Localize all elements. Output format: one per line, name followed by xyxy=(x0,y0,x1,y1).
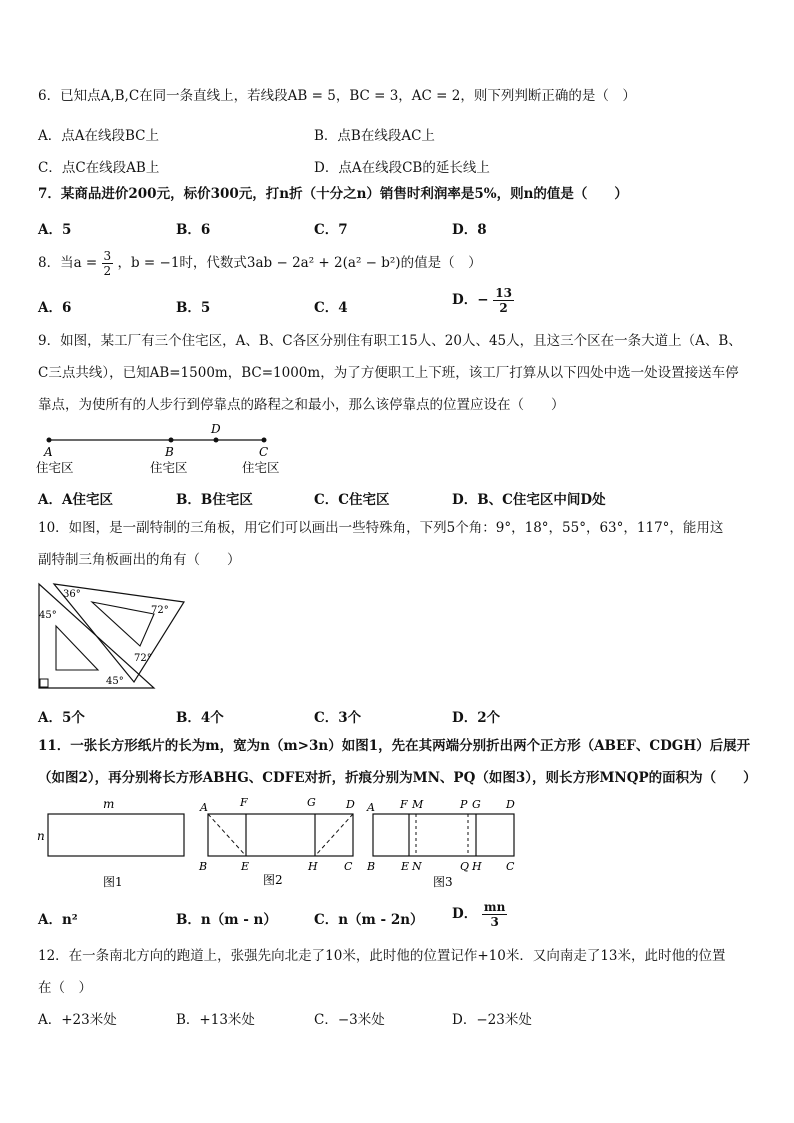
q10-triangle-inner xyxy=(92,602,154,646)
q11-optd-den: 3 xyxy=(490,915,499,929)
q9-option-a[interactable]: A．A住宅区 xyxy=(38,492,113,508)
q11-fig3-b: B xyxy=(367,860,376,873)
q11-fig3-g: G xyxy=(472,798,481,811)
q11-line1: 11．一张长方形纸片的长为m，宽为n（m>3n）如图1，先在其两端分别折出两个正方形（ABEF、CDGH）后展开 xyxy=(38,738,751,754)
q9-label-b: B xyxy=(165,445,174,459)
question-9-stem xyxy=(38,325,756,421)
q7-option-d[interactable]: D．8 xyxy=(452,222,487,238)
q6-option-a[interactable]: A．点A在线段BC上 xyxy=(38,128,159,144)
q7-option-a[interactable]: A．5 xyxy=(38,222,72,238)
q10-angle-36: 36° xyxy=(63,589,81,600)
q9-label-d: D xyxy=(211,422,221,436)
question-10-stem xyxy=(38,512,756,576)
q11-fig2-c: C xyxy=(344,860,353,873)
q7-option-c[interactable]: C．7 xyxy=(314,222,348,238)
q11-fig3-rect xyxy=(373,814,514,856)
q11-fig3-q: Q xyxy=(460,860,470,873)
q8-frac-num: 3 xyxy=(103,249,112,263)
q9-area-label-a: 住宅区 xyxy=(36,460,74,475)
q11-fig2-b: B xyxy=(199,860,208,873)
q10-angle-72-top: 72° xyxy=(151,605,169,616)
q10-line1: 10．如图，是一副特制的三角板，用它们可以画出一些特殊角，下列5个角：9°，18°，55°，63°，117°，能用这 xyxy=(38,520,724,536)
q11-fig3-caption: 图3 xyxy=(433,875,453,889)
q11-option-a[interactable]: A．n² xyxy=(38,912,78,928)
q11-fig3-m: M xyxy=(412,798,424,811)
q8-optd-num: 13 xyxy=(495,286,512,300)
q11-option-d-label: D． xyxy=(452,906,478,922)
question-7-stem: 7．某商品进价200元，标价300元，打n折（十分之n）销售时利润率是5%，则n的值是（ ） xyxy=(38,186,628,202)
q9-option-c[interactable]: C．C住宅区 xyxy=(314,492,390,508)
q11-fig3 xyxy=(366,798,515,889)
q9-area-label-b: 住宅区 xyxy=(150,460,188,475)
q11-fig2-g: G xyxy=(307,796,316,809)
q11-fig3-p: P xyxy=(460,798,468,811)
q8-frac-den: 2 xyxy=(103,264,112,278)
q10-option-d[interactable]: D．2个 xyxy=(452,710,501,726)
q8-option-d-fraction xyxy=(493,286,514,315)
question-6-stem: 6．已知点A,B,C在同一条直线上，若线段AB = 5，BC = 3，AC = 2，则下列判断正确的是（ ） xyxy=(38,88,636,104)
q9-figure xyxy=(30,418,310,480)
q9-point-a xyxy=(47,438,52,443)
q10-right-angle-mark xyxy=(40,679,48,687)
q11-fig1-rect xyxy=(48,814,184,856)
q11-optd-num: mn xyxy=(483,900,506,914)
question-8-stem xyxy=(38,246,756,280)
q11-fig2-rect xyxy=(208,814,353,856)
q10-triangle-figure xyxy=(36,580,188,692)
q11-fig3-e: E xyxy=(401,860,410,873)
q8-stem-post: ，b = −1时，代数式3ab − 2a² + 2(a² − b²)的值是（ ） xyxy=(117,255,482,271)
q11-fig2-a: A xyxy=(200,801,208,814)
q9-label-a: A xyxy=(44,445,53,459)
q10-angle-45-bottom: 45° xyxy=(106,676,124,687)
q12-option-c[interactable]: C．−3米处 xyxy=(314,1012,385,1028)
q9-area-label-c: 住宅区 xyxy=(242,460,280,475)
q11-fig2-caption: 图2 xyxy=(263,873,283,887)
q11-fig3-f: F xyxy=(400,798,408,811)
q10-angle-45-top: 45° xyxy=(39,610,57,621)
q11-option-b[interactable]: B．n（m - n） xyxy=(176,912,277,928)
q8-option-a[interactable]: A．6 xyxy=(38,300,72,316)
q8-option-b[interactable]: B．5 xyxy=(176,300,211,316)
q11-fig1 xyxy=(37,797,184,889)
q10-option-a[interactable]: A．5个 xyxy=(38,710,85,726)
q10-option-c[interactable]: C．3个 xyxy=(314,710,362,726)
q11-line2: （如图2），再分别将长方形ABHG、CDFE对折，折痕分别为MN、PQ（如图3），则长方形MNQP的面积为（ ） xyxy=(38,770,757,786)
q11-option-d[interactable] xyxy=(452,900,507,929)
q10-option-b[interactable]: B．4个 xyxy=(176,710,224,726)
q9-point-d xyxy=(214,438,219,443)
q11-fig2 xyxy=(198,796,355,887)
q6-option-d[interactable]: D．点A在线段CB的延长线上 xyxy=(314,160,490,176)
q11-fig1-m: m xyxy=(103,797,115,811)
question-11-stem xyxy=(38,730,756,794)
q11-option-c[interactable]: C．n（m - 2n） xyxy=(314,912,424,928)
q8-option-c[interactable]: C．4 xyxy=(314,300,348,316)
q9-line2: C三点共线），已知AB=1500m，BC=1000m，为了方便职工上下班，该工厂打算从以下四处中选一处设置接送车停 xyxy=(38,365,739,381)
q8-stem-pre: 8．当a = xyxy=(38,255,98,271)
q11-fig3-c: C xyxy=(506,860,515,873)
q11-fig3-d: D xyxy=(506,798,515,811)
q11-fig2-h: H xyxy=(308,860,318,873)
q11-fig3-h: H xyxy=(472,860,482,873)
q9-label-c: C xyxy=(259,445,269,459)
q11-figures xyxy=(34,794,524,894)
q11-fig1-n: n xyxy=(37,829,45,843)
q12-option-d[interactable]: D．−23米处 xyxy=(452,1012,532,1028)
q7-option-b[interactable]: B．6 xyxy=(176,222,211,238)
q6-option-b[interactable]: B．点B在线段AC上 xyxy=(314,128,435,144)
q9-line3: 靠点，为使所有的人步行到停靠点的路程之和最小，那么该停靠点的位置应设在（ ） xyxy=(38,397,565,413)
q11-fig3-n: N xyxy=(412,860,422,873)
q9-point-b xyxy=(169,438,174,443)
q6-option-c[interactable]: C．点C在线段AB上 xyxy=(38,160,160,176)
q9-option-d[interactable]: D．B、C住宅区中间D处 xyxy=(452,492,606,508)
q10-angle-72-bottom: 72° xyxy=(134,653,152,664)
q11-fig2-diag-left xyxy=(208,814,246,856)
q11-fig1-caption: 图1 xyxy=(103,875,123,889)
q11-fig2-diag-right xyxy=(315,814,353,856)
q11-fig2-d: D xyxy=(346,798,355,811)
q12-option-b[interactable]: B．+13米处 xyxy=(176,1012,255,1028)
q9-line1: 9．如图，某工厂有三个住宅区，A、B、C各区分别住有职工15人、20人、45人，且这三个区在一条大道上（A、B、 xyxy=(38,333,742,349)
q10-set-square-45-inner xyxy=(56,626,98,670)
q8-option-d[interactable] xyxy=(452,286,514,315)
q8-option-d-label: D．− xyxy=(452,292,489,308)
q9-point-c xyxy=(262,438,267,443)
q8-optd-den: 2 xyxy=(499,301,508,315)
q10-line2: 副特制三角板画出的角有（ ） xyxy=(38,552,241,568)
q11-fig2-e: E xyxy=(241,860,250,873)
q12-line2: 在（ ） xyxy=(38,980,92,996)
question-12-stem xyxy=(38,940,756,1004)
q12-option-a[interactable]: A．+23米处 xyxy=(38,1012,117,1028)
q11-option-d-fraction xyxy=(482,900,507,929)
q11-fig2-f: F xyxy=(240,796,248,809)
q8-fraction xyxy=(102,249,114,278)
q12-line1: 12．在一条南北方向的跑道上，张强先向北走了10米，此时他的位置记作+10米．又向南走了13米，此时他的位置 xyxy=(38,948,726,964)
q11-fig3-a: A xyxy=(367,801,375,814)
q9-option-b[interactable]: B．B住宅区 xyxy=(176,492,253,508)
